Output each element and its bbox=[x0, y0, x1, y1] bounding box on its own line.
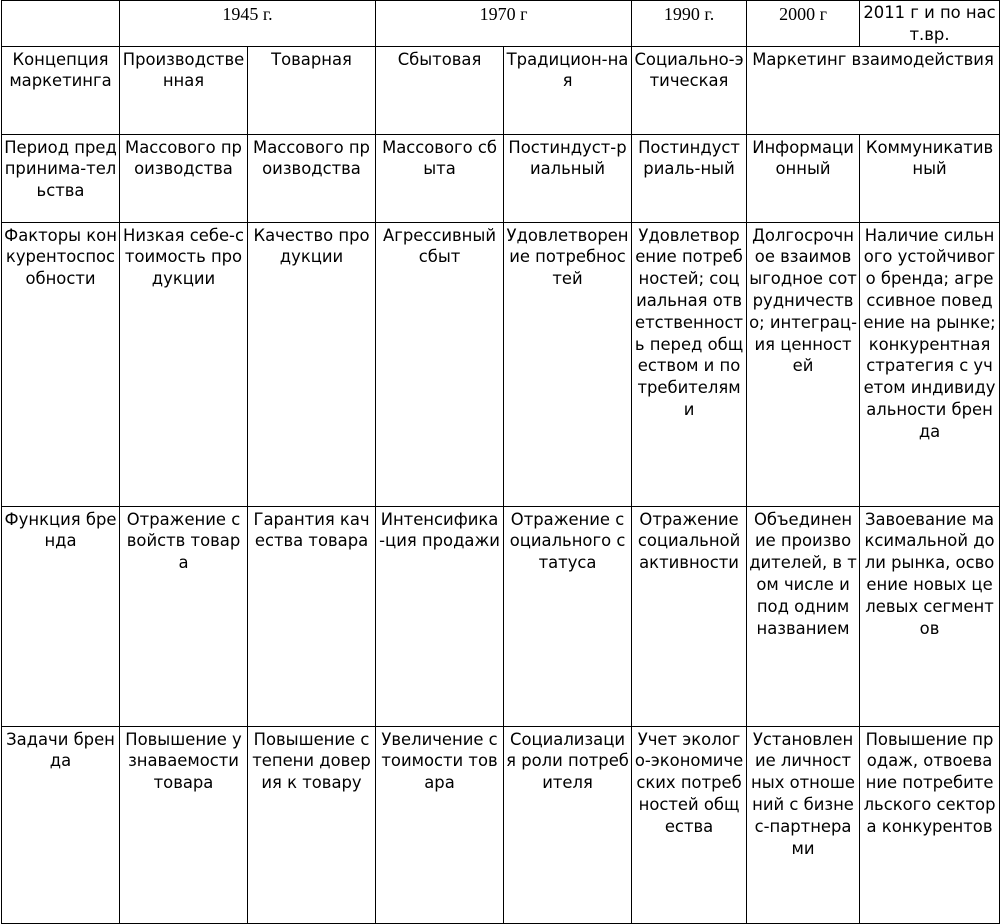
function-cell: Отражение социальной активности bbox=[632, 506, 747, 726]
year-1970: 1970 г bbox=[376, 1, 632, 47]
tasks-cell: Повышение степени доверия к товару bbox=[248, 726, 376, 923]
concept-cell: Товарная bbox=[248, 46, 376, 134]
concept-cell: Производственная bbox=[120, 46, 248, 134]
function-cell: Отражение социального статуса bbox=[504, 506, 632, 726]
factors-cell: Долгосрочное взаимовыгодное сотрудничество; интеграция ценностей bbox=[747, 222, 860, 506]
tasks-cell: Повышение узнаваемости товара bbox=[120, 726, 248, 923]
year-2011: 2011 г и по наст.вр. bbox=[860, 1, 1000, 47]
tasks-cell: Увеличение стоимости товара bbox=[376, 726, 504, 923]
marketing-concepts-table bbox=[1, 0, 1000, 924]
function-cell: Объединение производителей, в том числе и под одним названием bbox=[747, 506, 860, 726]
period-cell: Постиндустриаль-ный bbox=[632, 134, 747, 222]
function-cell: Завоевание максимальной доли рынка, освоение новых целевых сегментов bbox=[860, 506, 1000, 726]
years-row bbox=[2, 1, 1000, 47]
tasks-row bbox=[2, 726, 1000, 923]
period-cell: Коммуникативный bbox=[860, 134, 1000, 222]
tasks-cell: Социализация роли потребителя bbox=[504, 726, 632, 923]
period-cell: Информационный bbox=[747, 134, 860, 222]
concept-cell: Социально-этическая bbox=[632, 46, 747, 134]
row-label-concept: Концепция маркетинга bbox=[2, 46, 120, 134]
period-cell: Массового производства bbox=[248, 134, 376, 222]
concept-row bbox=[2, 46, 1000, 134]
factors-cell: Качество продукции bbox=[248, 222, 376, 506]
factors-cell: Низкая себе-стоимость продукции bbox=[120, 222, 248, 506]
year-1945: 1945 г. bbox=[120, 1, 376, 47]
tasks-cell: Учет эколого-экономических потребностей общества bbox=[632, 726, 747, 923]
period-cell: Массового производства bbox=[120, 134, 248, 222]
concept-cell: Сбытовая bbox=[376, 46, 504, 134]
period-cell: Постиндуст-риальный bbox=[504, 134, 632, 222]
row-label-period: Период предпринима-тельства bbox=[2, 134, 120, 222]
factors-cell: Удовлетворение потребностей bbox=[504, 222, 632, 506]
tasks-cell: Повышение продаж, отвоевание потребительского сектора конкурентов bbox=[860, 726, 1000, 923]
factors-row bbox=[2, 222, 1000, 506]
corner-cell bbox=[2, 1, 120, 47]
function-cell: Интенсифика-ция продажи bbox=[376, 506, 504, 726]
factors-cell: Наличие сильного устойчивого бренда; агрессивное поведение на рынке; конкурентная стратегия с учетом индивидуальности бренда bbox=[860, 222, 1000, 506]
concept-cell: Маркетинг взаимодействия bbox=[747, 46, 1000, 134]
period-row bbox=[2, 134, 1000, 222]
factors-cell: Удовлетворение потребностей; социальная ответственность перед обществом и потребителями bbox=[632, 222, 747, 506]
function-row bbox=[2, 506, 1000, 726]
concept-cell: Традицион-ная bbox=[504, 46, 632, 134]
function-cell: Гарантия качества товара bbox=[248, 506, 376, 726]
year-1990: 1990 г. bbox=[632, 1, 747, 47]
row-label-tasks: Задачи бренда bbox=[2, 726, 120, 923]
factors-cell: Агрессивный сбыт bbox=[376, 222, 504, 506]
period-cell: Массового сбыта bbox=[376, 134, 504, 222]
row-label-factors: Факторы конкурентоспособности bbox=[2, 222, 120, 506]
year-2000: 2000 г bbox=[747, 1, 860, 47]
function-cell: Отражение свойств товара bbox=[120, 506, 248, 726]
tasks-cell: Установление личностных отношений с бизнес-партнерами bbox=[747, 726, 860, 923]
row-label-function: Функция бренда bbox=[2, 506, 120, 726]
